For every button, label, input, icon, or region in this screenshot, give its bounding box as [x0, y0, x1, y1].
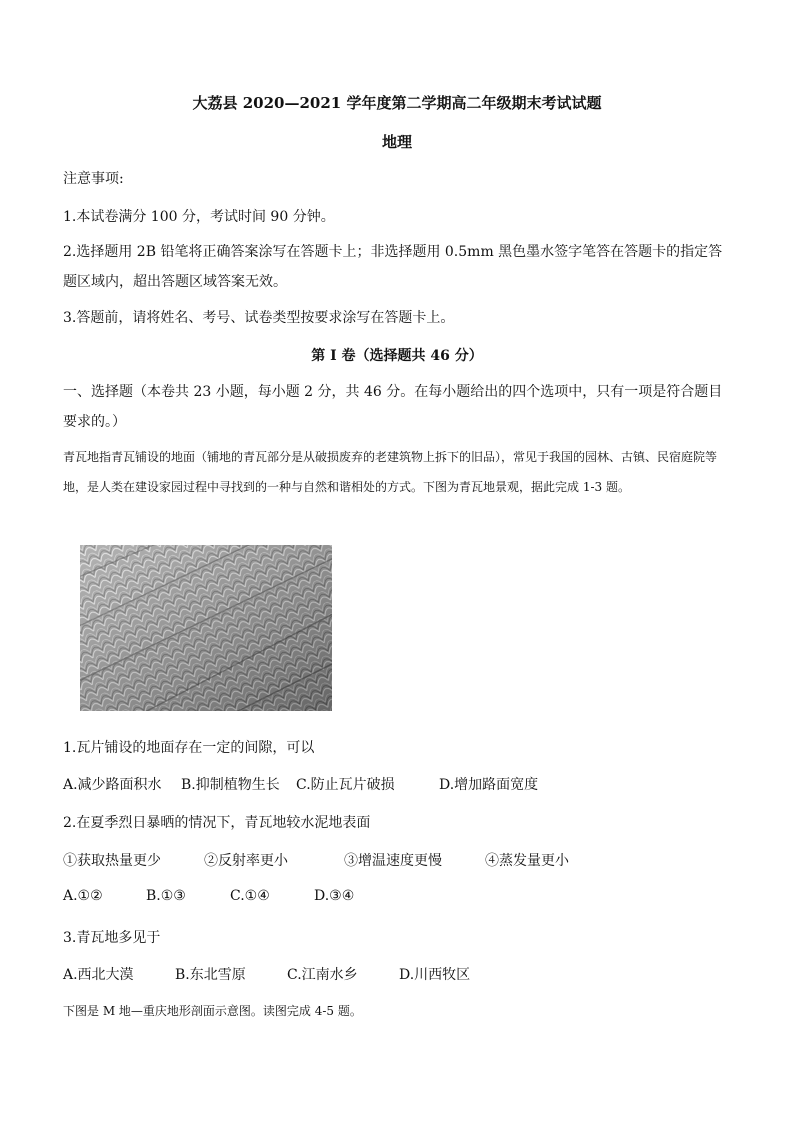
question-2-stem: 2.在夏季烈日暴晒的情况下，青瓦地较水泥地表面	[63, 815, 371, 831]
q1-option-d[interactable]: D.增加路面宽度	[439, 777, 539, 793]
q1-option-b[interactable]: B.抑制植物生长	[181, 777, 280, 793]
question-3-stem: 3.青瓦地多见于	[63, 930, 161, 946]
exam-title: 大荔县 2020—2021 学年度第二学期高二年级期末考试试题	[192, 94, 602, 112]
question-2-statements	[63, 850, 569, 870]
question-1-stem: 1.瓦片铺设的地面存在一定的间隙，可以	[63, 740, 315, 756]
q1-option-c[interactable]: C.防止瓦片破损	[296, 777, 395, 793]
note-item-2: 2.选择题用 2B 铅笔将正确答案涂写在答题卡上；非选择题用 0.5mm 黑色墨水签字笔答在答题卡的指定答题区域内，超出答题区域答案无效。	[63, 244, 723, 290]
q2-statement-1: ①获取热量更少	[63, 853, 161, 869]
q1-option-a[interactable]: A.减少路面积水	[63, 777, 162, 793]
note-item-3: 3.答题前，请将姓名、考号、试卷类型按要求涂写在答题卡上。	[63, 310, 455, 326]
subject-title: 地理	[381, 133, 412, 151]
q2-option-c[interactable]: C.①④	[230, 888, 270, 904]
notes-heading: 注意事项:	[63, 171, 124, 187]
q2-statement-2: ②反射率更小	[204, 853, 288, 869]
section-intro: 一、选择题（本卷共 23 小题，每小题 2 分，共 46 分。在每小题给出的四个选项中，只有一项是符合题目要求的。）	[63, 384, 723, 430]
question-1-options	[63, 774, 538, 794]
tile-ground-photo-graphic	[80, 545, 332, 711]
q2-option-d[interactable]: D.③④	[314, 888, 355, 904]
q2-statement-3: ③增温速度更慢	[344, 853, 442, 869]
q2-option-b[interactable]: B.①③	[146, 888, 186, 904]
q2-option-a[interactable]: A.①②	[63, 888, 103, 904]
q2-statement-4: ④蒸发量更小	[485, 853, 569, 869]
q3-option-a[interactable]: A.西北大漠	[63, 967, 134, 983]
q3-option-d[interactable]: D.川西牧区	[399, 967, 471, 983]
passage-profile: 下图是 M 地—重庆地形剖面示意图。读图完成 4-5 题。	[63, 1004, 362, 1018]
question-2-options	[63, 888, 354, 904]
note-item-1: 1.本试卷满分 100 分，考试时间 90 分钟。	[63, 209, 335, 225]
passage-tile-ground: 青瓦地指青瓦铺设的地面（铺地的青瓦部分是从破损废弃的老建筑物上拆下的旧品），常见于我国的园林、古镇、民宿庭院等地，是人类在建设家园过程中寻找到的一种与自然和谐相处的方式。下图为青瓦地景观，据此完成 1-3 题。	[63, 450, 718, 494]
q3-option-b[interactable]: B.东北雪原	[175, 967, 246, 983]
section-title: 第 I 卷（选择题共 46 分）	[311, 348, 483, 364]
tile-ground-photo	[80, 545, 332, 711]
q3-option-c[interactable]: C.江南水乡	[287, 967, 358, 983]
question-3-options	[63, 964, 470, 984]
